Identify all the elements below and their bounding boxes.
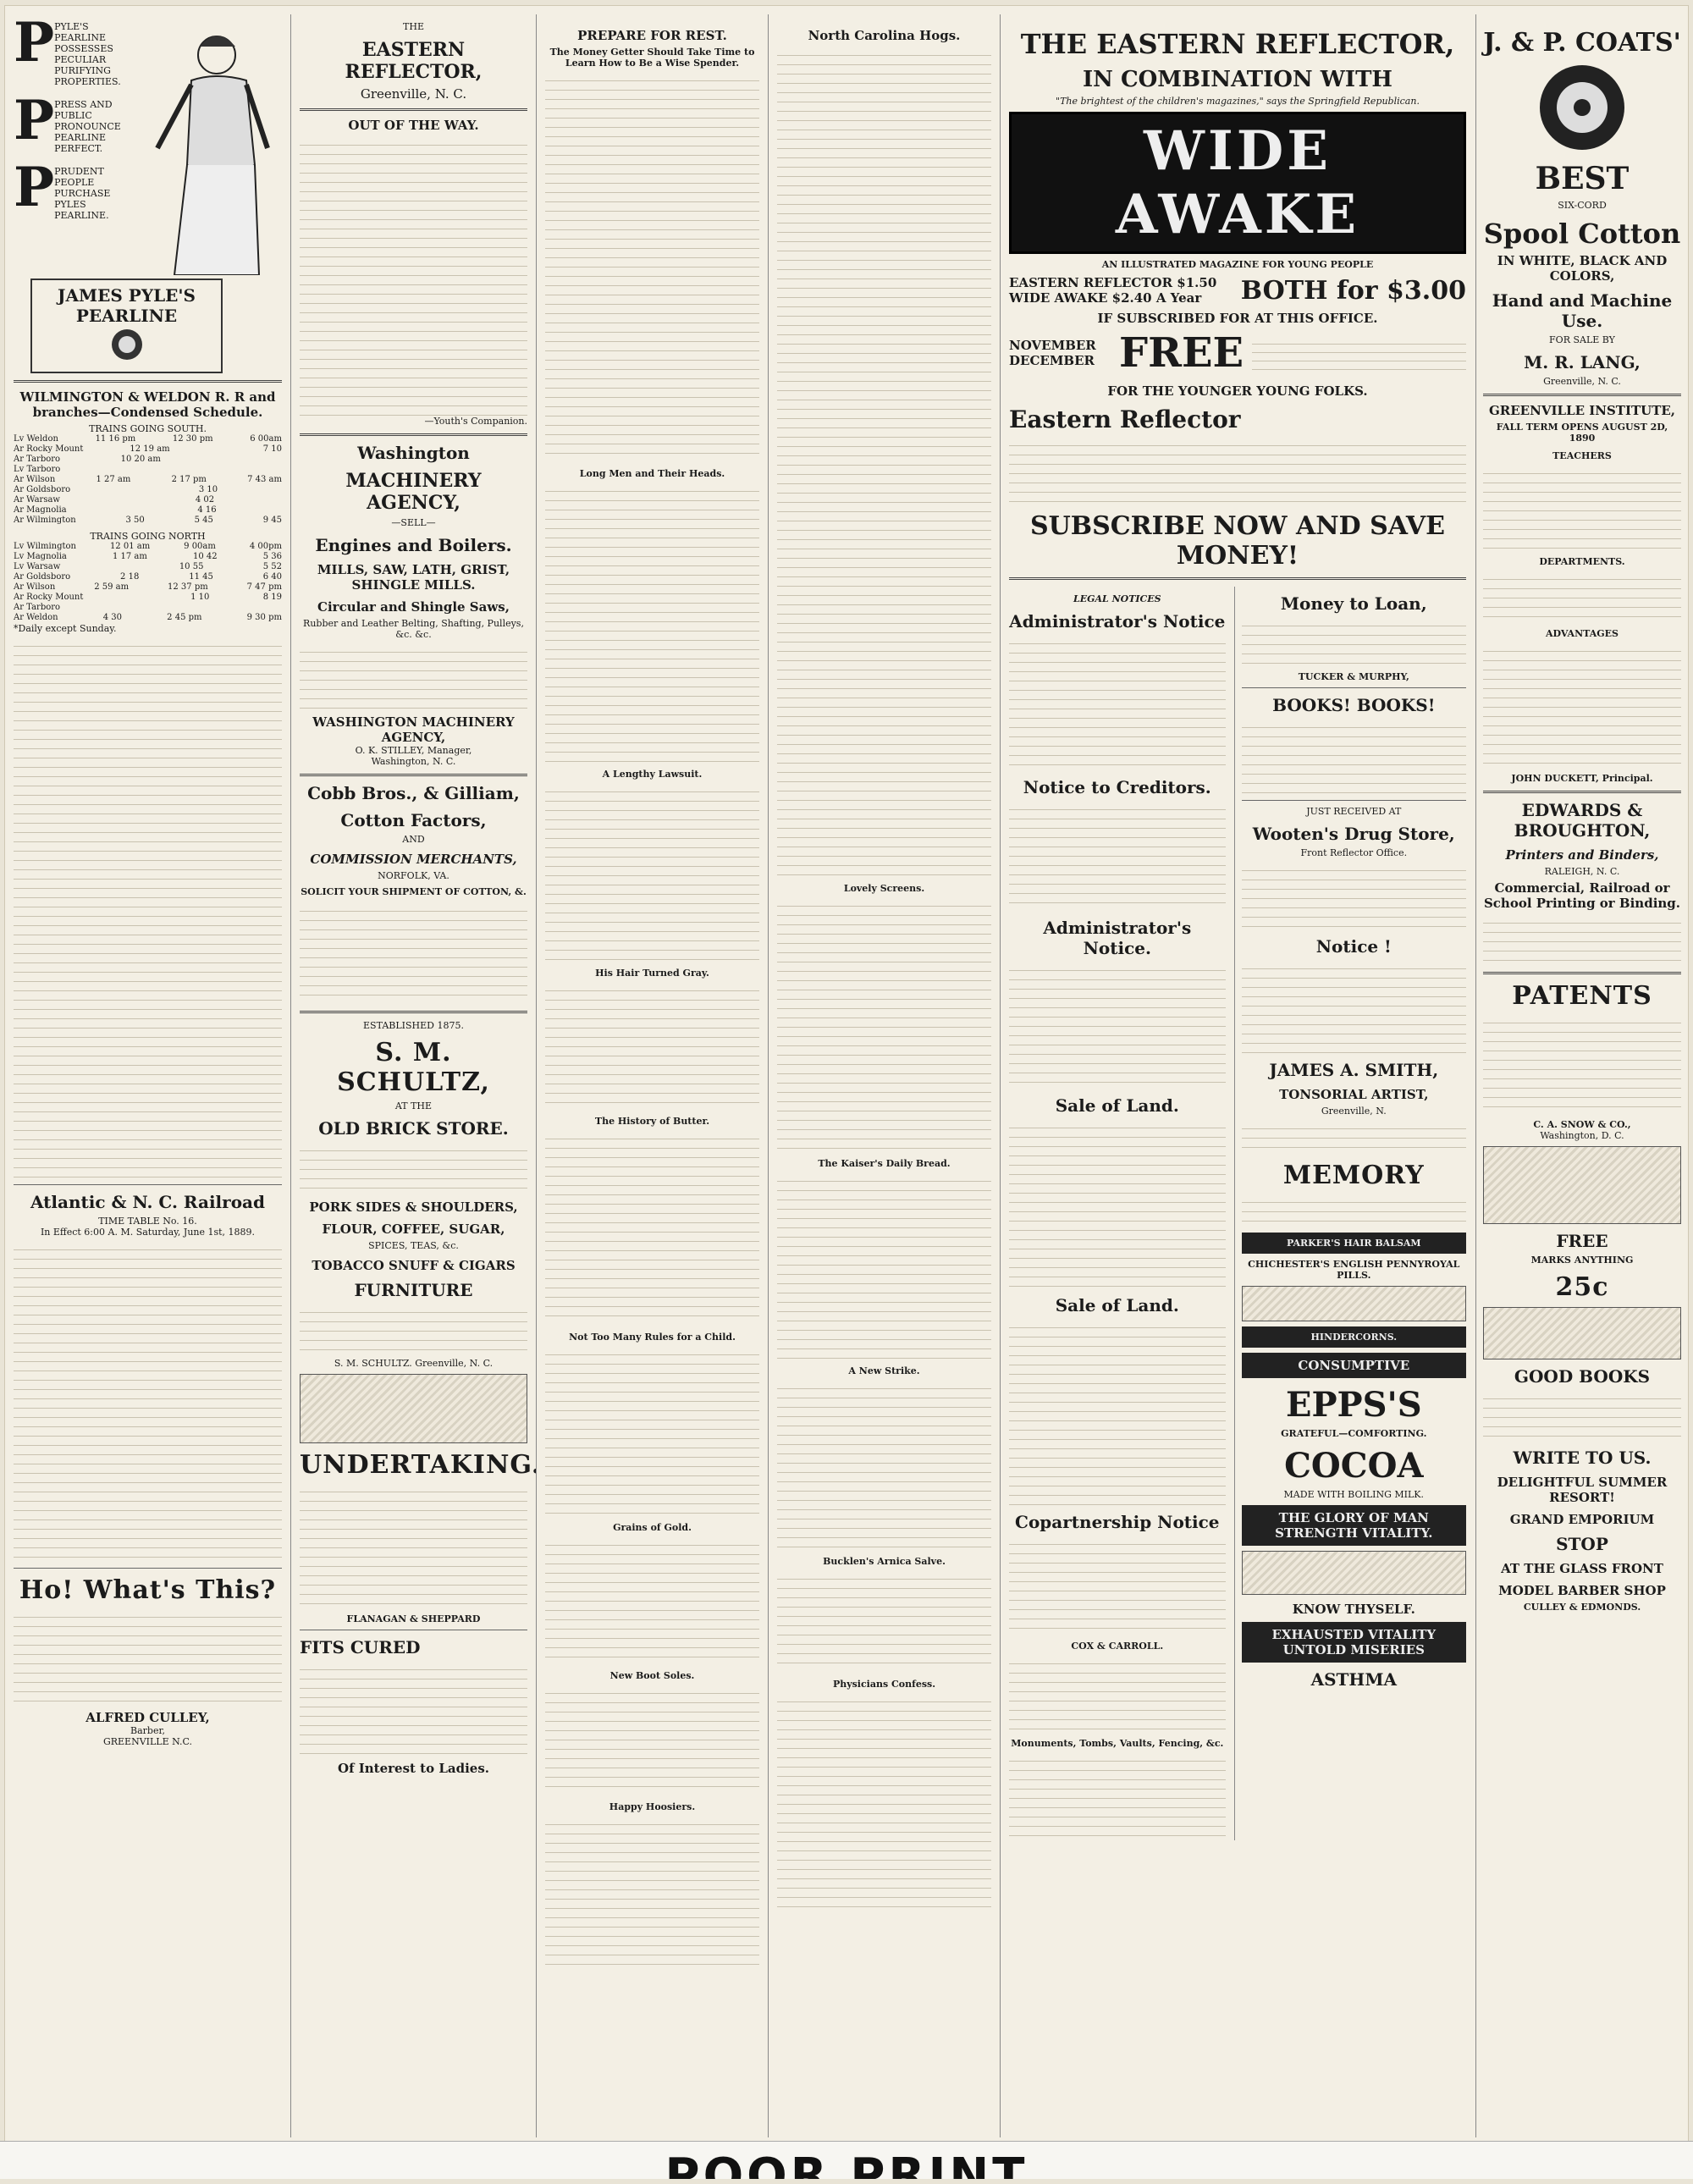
schedule-cell: 7 47 pm	[247, 582, 282, 593]
column-6: Money to Loan, TUCKER & MURPHY, BOOKS! BOOKS! JUST RECEIVED AT Wooten's Drug Store, Front Reflector Office. Notice ! JAMES A. SMITH, TONSORIAL ARTIST, Greenville, N. MEMORY PARKER'S HAIR BALSAM CHICHESTER'S ENGLISH PENNYROYAL PILLS. HINDERCORNS. CONSUMPTIVE EPPS'S GRATEFUL—COMFORTING. COCOA MADE WITH BOILING MILK. THE GLORY OF MAN STRENGTH VITALITY. KNOW THYSELF. EXHAUSTED VITALITY UNTOLD MISERIES ASTHMA	[1234, 587, 1466, 1840]
column-3: PREPARE FOR REST. The Money Getter Should Take Time to Learn How to Be a Wise Spender. Long Men and Their Heads. A Lengthy Lawsuit. His Hair Turned Gray. The History of Butter. Not Too Many Rules for a Child. Grains of Gold. New Boot Soles. Happy Hoosiers.	[537, 14, 769, 2137]
schedule-cell: Ar Tarboro	[14, 603, 60, 613]
schedule-cell: Lv Tarboro	[14, 465, 60, 475]
schedule-row	[14, 542, 282, 552]
schedule-cell: 4 00pm	[250, 542, 282, 552]
schedule-cell: 5 36	[263, 552, 282, 562]
railroad-title: WILMINGTON & WELDON R. R and branches—Condensed Schedule.	[14, 389, 282, 420]
poor-print-strip	[0, 2141, 1693, 2179]
schedule-cell: 3 10	[199, 485, 218, 495]
man-portrait-illustration	[1242, 1551, 1466, 1595]
schedule-row	[14, 505, 282, 516]
atlantic-schedule	[14, 1241, 282, 1563]
schedule-cell: 12 30 pm	[173, 434, 213, 444]
schedule-cell: 12 01 am	[110, 542, 150, 552]
column-2: THE EASTERN REFLECTOR, Greenville, N. C. OUT OF THE WAY. —Youth's Companion. Washington MACHINERY AGENCY, —SELL— Engines and Boilers. MILLS, SAW, LATH, GRIST, SHINGLE MILLS. Circular and Shingle Saws, Rubber and Leather Belting, Shafting, Pulleys, &c. &c. WASHINGTON MACHINERY AGENCY, O. K. STILLEY, Manager, Washington, N. C. Cobb Bros., & Gilliam, Cotton Factors, AND COMMISSION MERCHANTS, NORFOLK, VA. SOLICIT YOUR SHIPMENT OF COTTON, &. ESTABLISHED 1875. S. M. SCHULTZ, AT THE OLD BRICK STORE. PORK SIDES & SHOULDERS, FLOUR, COFFEE, SUGAR, SPICES, TEAS, &c. TOBACCO SNUFF & CIGARS FURNITURE S. M. SCHULTZ. Greenville, N. C. UNDERTAKING. FLANAGAN & SHEPPARD FITS CURED Of Interest to Ladies.	[291, 14, 537, 2137]
schedule-cell: 4 30	[103, 613, 122, 623]
schedule-cell: 9 00am	[184, 542, 216, 552]
wide-awake-ad: THE EASTERN REFLECTOR, IN COMBINATION WITH "The brightest of the children's magazines," says the Springfield Republican. WIDE AWAKE AN ILLUSTRATED MAGAZINE FOR YOUNG PEOPLE EASTERN REFLECTOR $1.50 WIDE AWAKE $2.40 A Year BOTH for $3.00 IF SUBSCRIBED FOR AT THIS OFFICE. NOVEMBER DECEMBER FREE FOR THE YOUNGER YOUNG FOLKS. Eastern Reflector SUBSCRIBE NOW AND SAVE MONEY!	[1009, 28, 1466, 571]
pearline-box: JAMES PYLE'S PEARLINE	[30, 279, 223, 373]
schedule-cell: 6 40	[263, 572, 282, 582]
legal-notices: LEGAL NOTICES Administrator's Notice Notice to Creditors. Administrator's Notice. Sale of Land. Sale of Land. Copartnership Notice COX & CARROLL. Monuments, Tombs, Vaults, Fencing, &c.	[1009, 587, 1226, 1840]
schedule-cell: 11 16 pm	[96, 434, 136, 444]
schedule-row	[14, 485, 282, 495]
schedule-cell: Ar Tarboro	[14, 455, 60, 465]
schedule-row	[14, 455, 282, 465]
eye-illustration	[1483, 1307, 1681, 1359]
schedule-row	[14, 582, 282, 593]
column-7: J. & P. COATS' BEST SIX-CORD Spool Cotton IN WHITE, BLACK AND COLORS, Hand and Machine Use. FOR SALE BY M. R. LANG, Greenville, N. C. GREENVILLE INSTITUTE, FALL TERM OPENS AUGUST 2D, 1890 TEACHERS DEPARTMENTS. ADVANTAGES JOHN DUCKETT, Principal. EDWARDS & BROUGHTON, Printers and Binders, RALEIGH, N. C. Commercial, Railroad or School Printing or Binding. PATENTS C. A. SNOW & CO., Washington, D. C. FREE MARKS ANYTHING 25c GOOD BOOKS WRITE TO US. DELIGHTFUL SUMMER RESORT! GRAND EMPORIUM STOP AT THE GLASS FRONT MODEL BARBER SHOP CULLEY & EDMONDS.	[1475, 14, 1690, 2137]
watch-illustration	[1483, 1146, 1681, 1224]
schedule-cell: Ar Goldsboro	[14, 572, 70, 582]
schedule-cell: 9 45	[263, 516, 282, 526]
schedule-cell: 2 45 pm	[167, 613, 201, 623]
pearline-acrostic: P PYLE'S PEARLINE POSSESSES PECULIAR PURIFYING PROPERTIES. P PRESS AND PUBLIC PRONOUNCE PEARLINE PERFECT. P PRUDENT PEOPLE PURCHASE PYLES PEARLINE.	[14, 21, 141, 279]
schedule-cell: Ar Wilson	[14, 582, 55, 593]
schedule-row	[14, 434, 282, 444]
spool-icon	[1536, 61, 1629, 154]
schedule-row	[14, 562, 282, 572]
schedule-cell: 6 00am	[250, 434, 282, 444]
schedule-cell: 9 30 pm	[247, 613, 282, 623]
schedule-cell: 2 18	[120, 572, 139, 582]
schedule-cell: 3 50	[126, 516, 145, 526]
schedule-cell: 10 42	[193, 552, 218, 562]
schedule-row	[14, 475, 282, 485]
portrait-illustration	[1242, 1286, 1466, 1321]
pearline-woman-illustration	[141, 21, 282, 279]
schedule-cell: 12 37 pm	[168, 582, 208, 593]
schedule-cell: Lv Wilmington	[14, 542, 76, 552]
schedule-row	[14, 516, 282, 526]
schedule-row	[14, 613, 282, 623]
schedule-cell: 12 19 am	[130, 444, 169, 455]
schedule-cell: 1 10	[190, 593, 209, 603]
poem-body	[300, 136, 527, 416]
schedule-cell: 10 55	[179, 562, 204, 572]
schedule-cell: 11 45	[189, 572, 213, 582]
schedule-cell: Lv Weldon	[14, 434, 58, 444]
schedule-row	[14, 495, 282, 505]
schedule-cell: Ar Magnolia	[14, 505, 67, 516]
schedule-cell: 2 17 pm	[172, 475, 207, 485]
schedule-cell: 7 10	[263, 444, 282, 455]
schedule-row	[14, 465, 282, 475]
pearline-ad	[14, 21, 282, 279]
schedule-cell: 1 27 am	[96, 475, 130, 485]
schedule-cell: Lv Warsaw	[14, 562, 60, 572]
schedule-cell: Ar Rocky Mount	[14, 444, 83, 455]
schedule-cell: Ar Rocky Mount	[14, 593, 83, 603]
masthead: EASTERN REFLECTOR,	[300, 39, 527, 83]
coffin-illustration	[300, 1374, 527, 1443]
schedule-cell: 5 52	[263, 562, 282, 572]
schedule-cell: 4 02	[196, 495, 214, 505]
schedule-south	[14, 434, 282, 526]
schedule-row	[14, 552, 282, 562]
ho-whats-this-heading: Ho! What's This?	[14, 1575, 282, 1605]
column-5	[1001, 14, 1476, 2137]
column-1: P PYLE'S PEARLINE POSSESSES PECULIAR PURIFYING PROPERTIES. P PRESS AND PUBLIC PRONOUNCE PEARLINE PERFECT. P PRUDENT PEOPLE PURCHASE PYLES PEARLINE. JAMES PYLE'S PEARLINE WILMINGTON & WELDON R. R and branches—Condensed Schedule. TRAINS GOING SOUTH. Lv Weldon 11 16 pm 12 30 pm 6 00am Ar Rocky Mount 12 19 am 7 10 Ar Tarboro 10 20 am Lv Tarboro Ar Wilson 1 27 am 2 17 pm 7 43 am Ar Goldsboro 3 10 Ar Warsaw 4 02 Ar Magnolia 4 16 Ar Wilmington 3 50 5 45 9 45 TRAINS GOING NORTH Lv Wilmington 12 01 am 9 00am 4 00pm Lv Magnolia 1 17 am 10 42 5 36 Lv Warsaw 10 55 5 52 Ar Goldsboro 2 18 11 45 6 40 Ar Wilson 2 59 am 12 37 pm 7 47 pm Ar Rocky Mount 1 10 8 19 Ar Tarboro Ar Weldon 4 30 2 45 pm 9 30 pm *Daily except Sunday. Atlantic & N. C. Railroad TIME TABLE No. 16. In Effect 6:00 A. M. Saturday, June 1st, 1889. Ho! What's This? ALFRED CULLEY, Barber, GREENVILLE N.C.	[5, 14, 291, 2137]
schedule-cell: 4 16	[197, 505, 216, 516]
schedule-cell: Lv Magnolia	[14, 552, 67, 562]
schedule-cell: 5 45	[195, 516, 213, 526]
schedule-cell: 8 19	[263, 593, 282, 603]
schedule-row	[14, 603, 282, 613]
schedule-notes	[14, 637, 282, 1179]
ho-body	[14, 1608, 282, 1710]
schedule-cell: 7 43 am	[247, 475, 282, 485]
pearline-seal-icon	[102, 326, 152, 363]
schedule-cell: Ar Wilmington	[14, 516, 76, 526]
schedule-cell: 10 20 am	[121, 455, 161, 465]
schedule-row	[14, 593, 282, 603]
poor-print-stamp: POOR PRINT	[0, 2148, 1693, 2179]
schedule-cell: Ar Goldsboro	[14, 485, 70, 495]
schedule-cell: Ar Weldon	[14, 613, 58, 623]
column-4: North Carolina Hogs. Lovely Screens. The Kaiser's Daily Bread. A New Strike. Bucklen's Arnica Salve. Physicians Confess.	[769, 14, 1001, 2137]
schedule-cell: Ar Wilson	[14, 475, 55, 485]
schedule-north	[14, 542, 282, 623]
newspaper-page	[4, 5, 1689, 2147]
schedule-cell: 2 59 am	[94, 582, 129, 593]
schedule-row	[14, 572, 282, 582]
schedule-cell: Ar Warsaw	[14, 495, 60, 505]
woman-figure-icon	[141, 21, 276, 275]
schedule-row	[14, 444, 282, 455]
schedule-cell: 1 17 am	[113, 552, 147, 562]
